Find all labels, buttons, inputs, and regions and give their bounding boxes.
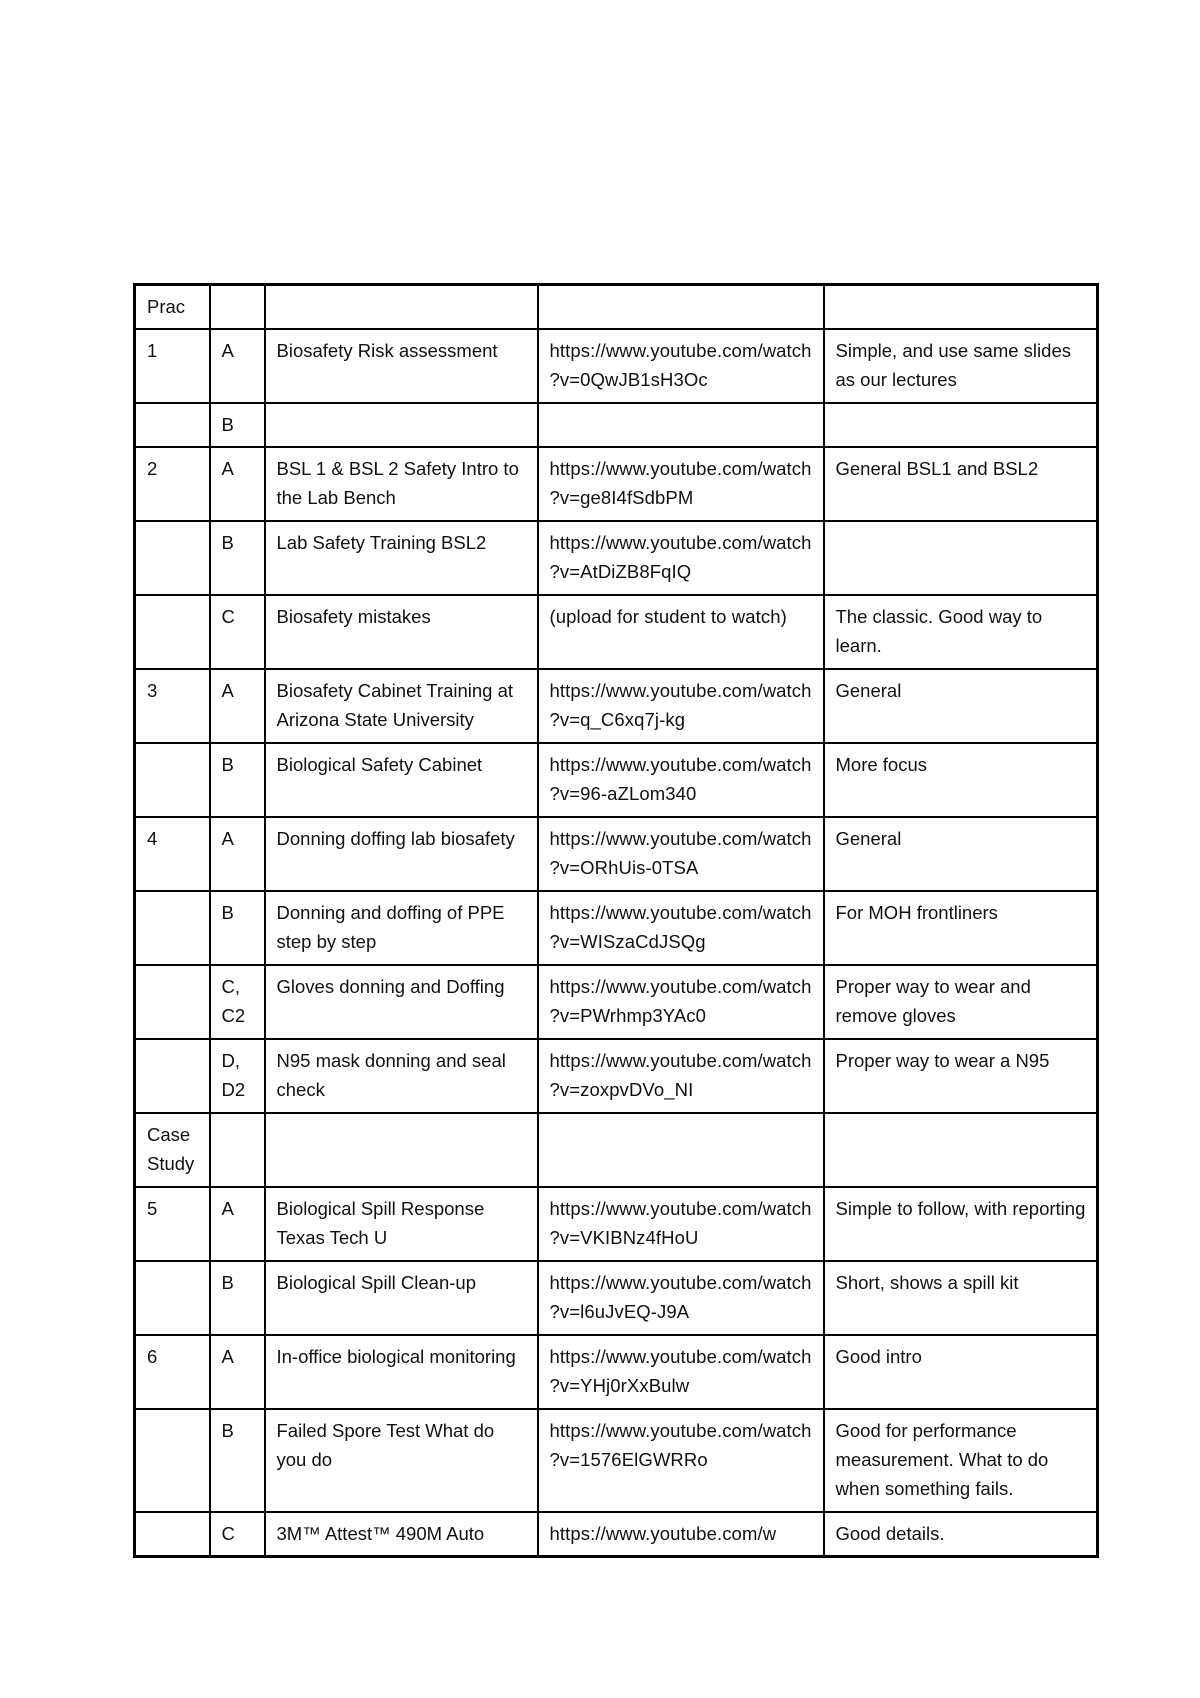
video-link-cell: https://www.youtube.com/watch?v=WISzaCdJSQg — [538, 891, 824, 965]
table-row — [135, 447, 1098, 521]
video-link-cell — [538, 285, 824, 329]
video-link-cell — [538, 403, 824, 447]
table-body — [135, 285, 1098, 1557]
video-link-cell: https://www.youtube.com/watch?v=q_C6xq7j-kg — [538, 669, 824, 743]
part-cell: A — [210, 817, 265, 891]
part-cell — [210, 1113, 265, 1187]
video-title-cell: Donning and doffing of PPE step by step — [265, 891, 538, 965]
comment-cell: The classic. Good way to learn. — [824, 595, 1098, 669]
table-row — [135, 1187, 1098, 1261]
comment-cell: Good details. — [824, 1512, 1098, 1557]
video-link-cell: https://www.youtube.com/w — [538, 1512, 824, 1557]
table-row — [135, 329, 1098, 403]
video-title-cell: Biological Spill Response Texas Tech U — [265, 1187, 538, 1261]
prac-cell: Case Study — [135, 1113, 210, 1187]
comment-cell: Simple to follow, with reporting — [824, 1187, 1098, 1261]
comment-cell: For MOH frontliners — [824, 891, 1098, 965]
comment-cell — [824, 285, 1098, 329]
comment-cell: Proper way to wear a N95 — [824, 1039, 1098, 1113]
part-cell: B — [210, 743, 265, 817]
table-row — [135, 1261, 1098, 1335]
part-cell: B — [210, 891, 265, 965]
prac-cell — [135, 1261, 210, 1335]
video-title-cell — [265, 1113, 538, 1187]
video-title-cell: 3M™ Attest™ 490M Auto — [265, 1512, 538, 1557]
table-row — [135, 965, 1098, 1039]
prac-cell — [135, 595, 210, 669]
table-row — [135, 1113, 1098, 1187]
video-link-cell: https://www.youtube.com/watch?v=96-aZLom340 — [538, 743, 824, 817]
comment-cell: General — [824, 669, 1098, 743]
video-link-cell: https://www.youtube.com/watch?v=1576ElGWRRo — [538, 1409, 824, 1512]
video-link-cell — [538, 1113, 824, 1187]
prac-cell — [135, 521, 210, 595]
prac-cell: 1 — [135, 329, 210, 403]
practical-video-table — [133, 283, 1099, 1558]
part-cell: C — [210, 1512, 265, 1557]
video-title-cell: BSL 1 & BSL 2 Safety Intro to the Lab Bench — [265, 447, 538, 521]
video-link-cell: https://www.youtube.com/watch?v=YHj0rXxBulw — [538, 1335, 824, 1409]
prac-cell — [135, 1512, 210, 1557]
video-link-cell: https://www.youtube.com/watch?v=l6uJvEQ-J9A — [538, 1261, 824, 1335]
table-row — [135, 285, 1098, 329]
comment-cell: Good for performance measurement. What to do when something fails. — [824, 1409, 1098, 1512]
video-title-cell: Biological Safety Cabinet — [265, 743, 538, 817]
video-link-cell: (upload for student to watch) — [538, 595, 824, 669]
prac-cell — [135, 1039, 210, 1113]
prac-cell — [135, 965, 210, 1039]
video-title-cell — [265, 403, 538, 447]
part-cell: B — [210, 403, 265, 447]
part-cell: A — [210, 447, 265, 521]
prac-cell: 4 — [135, 817, 210, 891]
video-title-cell: Lab Safety Training BSL2 — [265, 521, 538, 595]
prac-cell: 3 — [135, 669, 210, 743]
video-title-cell: Failed Spore Test What do you do — [265, 1409, 538, 1512]
table-row — [135, 521, 1098, 595]
part-cell: B — [210, 521, 265, 595]
video-title-cell: In-office biological monitoring — [265, 1335, 538, 1409]
video-link-cell: https://www.youtube.com/watch?v=ORhUis-0TSA — [538, 817, 824, 891]
comment-cell: More focus — [824, 743, 1098, 817]
video-link-cell: https://www.youtube.com/watch?v=PWrhmp3YAc0 — [538, 965, 824, 1039]
part-cell: A — [210, 1335, 265, 1409]
video-link-cell: https://www.youtube.com/watch?v=ge8I4fSdbPM — [538, 447, 824, 521]
part-cell: A — [210, 329, 265, 403]
video-title-cell — [265, 285, 538, 329]
prac-cell: Prac — [135, 285, 210, 329]
table-row — [135, 743, 1098, 817]
comment-cell: Proper way to wear and remove gloves — [824, 965, 1098, 1039]
table-row — [135, 595, 1098, 669]
prac-cell — [135, 743, 210, 817]
video-title-cell: Donning doffing lab biosafety — [265, 817, 538, 891]
table-row — [135, 1039, 1098, 1113]
video-title-cell: Biosafety Risk assessment — [265, 329, 538, 403]
video-link-cell: https://www.youtube.com/watch?v=AtDiZB8FqIQ — [538, 521, 824, 595]
video-title-cell: N95 mask donning and seal check — [265, 1039, 538, 1113]
part-cell: C, C2 — [210, 965, 265, 1039]
part-cell: A — [210, 1187, 265, 1261]
video-title-cell: Gloves donning and Doffing — [265, 965, 538, 1039]
prac-cell — [135, 891, 210, 965]
table-row — [135, 1512, 1098, 1557]
table-row — [135, 1409, 1098, 1512]
prac-cell: 2 — [135, 447, 210, 521]
comment-cell — [824, 403, 1098, 447]
prac-cell: 6 — [135, 1335, 210, 1409]
part-cell: D, D2 — [210, 1039, 265, 1113]
comment-cell: General BSL1 and BSL2 — [824, 447, 1098, 521]
part-cell: A — [210, 669, 265, 743]
comment-cell: Good intro — [824, 1335, 1098, 1409]
prac-cell — [135, 1409, 210, 1512]
video-title-cell: Biosafety Cabinet Training at Arizona State University — [265, 669, 538, 743]
comment-cell — [824, 1113, 1098, 1187]
video-link-cell: https://www.youtube.com/watch?v=VKIBNz4fHoU — [538, 1187, 824, 1261]
part-cell: B — [210, 1409, 265, 1512]
video-title-cell: Biosafety mistakes — [265, 595, 538, 669]
prac-cell: 5 — [135, 1187, 210, 1261]
table-row — [135, 891, 1098, 965]
table-row — [135, 1335, 1098, 1409]
video-link-cell: https://www.youtube.com/watch?v=zoxpvDVo_NI — [538, 1039, 824, 1113]
table-row — [135, 403, 1098, 447]
comment-cell — [824, 521, 1098, 595]
part-cell: C — [210, 595, 265, 669]
table-row — [135, 817, 1098, 891]
comment-cell: Simple, and use same slides as our lectures — [824, 329, 1098, 403]
part-cell: B — [210, 1261, 265, 1335]
comment-cell: Short, shows a spill kit — [824, 1261, 1098, 1335]
comment-cell: General — [824, 817, 1098, 891]
video-link-cell: https://www.youtube.com/watch?v=0QwJB1sH3Oc — [538, 329, 824, 403]
part-cell — [210, 285, 265, 329]
table-row — [135, 669, 1098, 743]
video-title-cell: Biological Spill Clean-up — [265, 1261, 538, 1335]
prac-cell — [135, 403, 210, 447]
